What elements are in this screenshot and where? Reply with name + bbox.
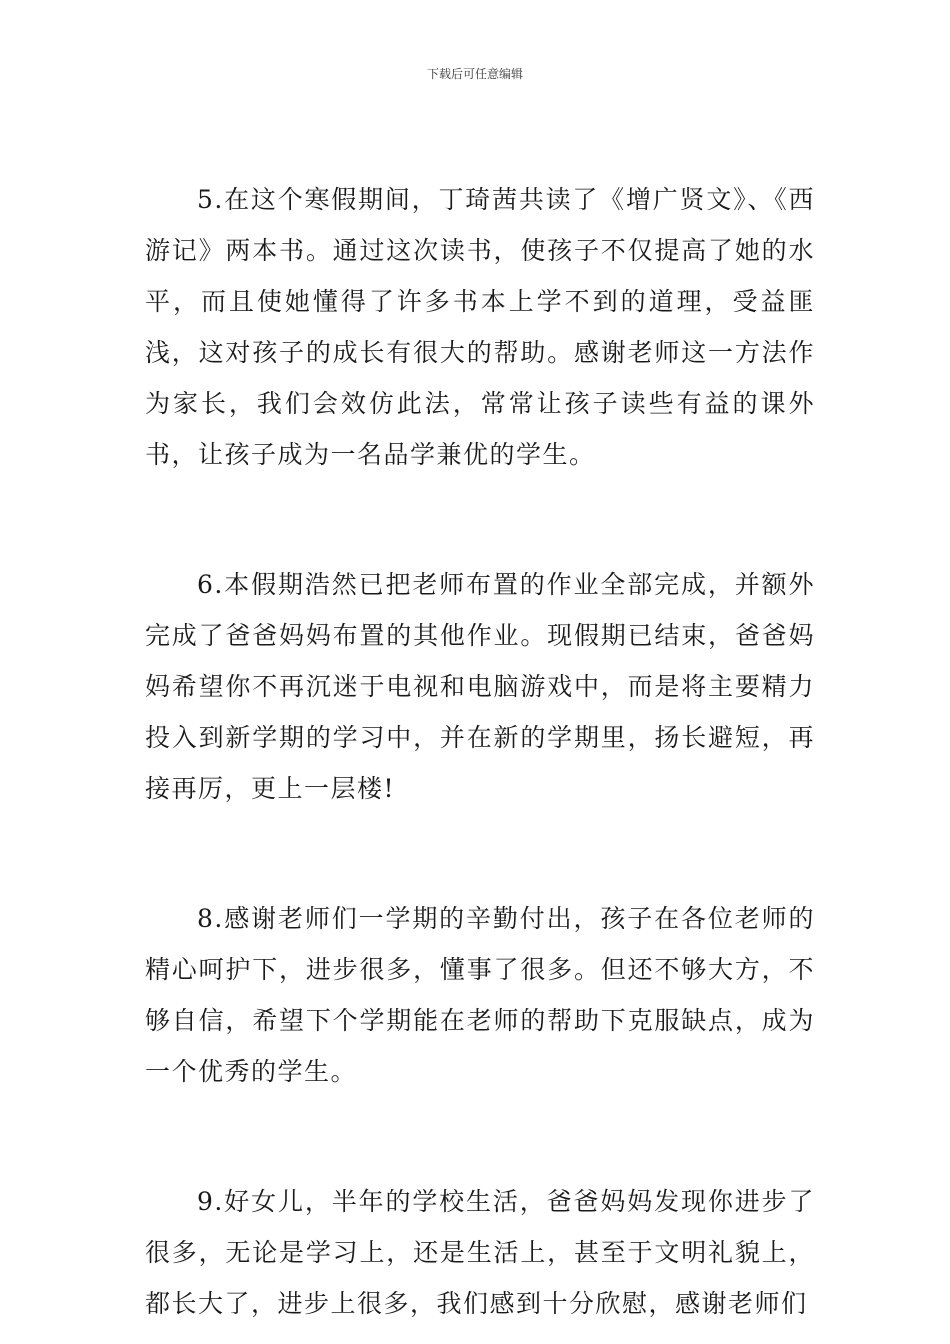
paragraph-5: 5.在这个寒假期间，丁琦茜共读了《增广贤文》、《西游记》两本书。通过这次读书，使孩子不仅提高了她的水平，而且使她懂得了许多书本上学不到的道理，受益匪浅，这对孩子的成长有很大的帮助。感谢老师这一方法作为家长，我们会效仿此法，常常让孩子读些有益的课外书，让孩子成为一名品学兼优的学生。 xyxy=(145,185,815,469)
page-header-note: 下载后可任意编辑 xyxy=(426,67,523,81)
paragraph-6: 6.本假期浩然已把老师布置的作业全部完成，并额外完成了爸爸妈妈布置的其他作业。现假期已结束，爸爸妈妈希望你不再沉迷于电视和电脑游戏中，而是将主要精力投入到新学期的学习中，并在新的学期里，扬长避短，再接再厉，更上一层楼! xyxy=(145,570,815,803)
paragraph-9: 9.好女儿，半年的学校生活，爸爸妈妈发现你进步了很多，无论是学习上，还是生活上，甚至于文明礼貌上，都长大了，进步上很多，我们感到十分欣慰，感谢老师们 xyxy=(145,1187,815,1318)
document-body xyxy=(145,174,815,1329)
paragraph-8: 8.感谢老师们一学期的辛勤付出，孩子在各位老师的精心呵护下，进步很多，懂事了很多。但还不够大方，不够自信，希望下个学期能在老师的帮助下克服缺点，成为一个优秀的学生。 xyxy=(145,904,815,1086)
